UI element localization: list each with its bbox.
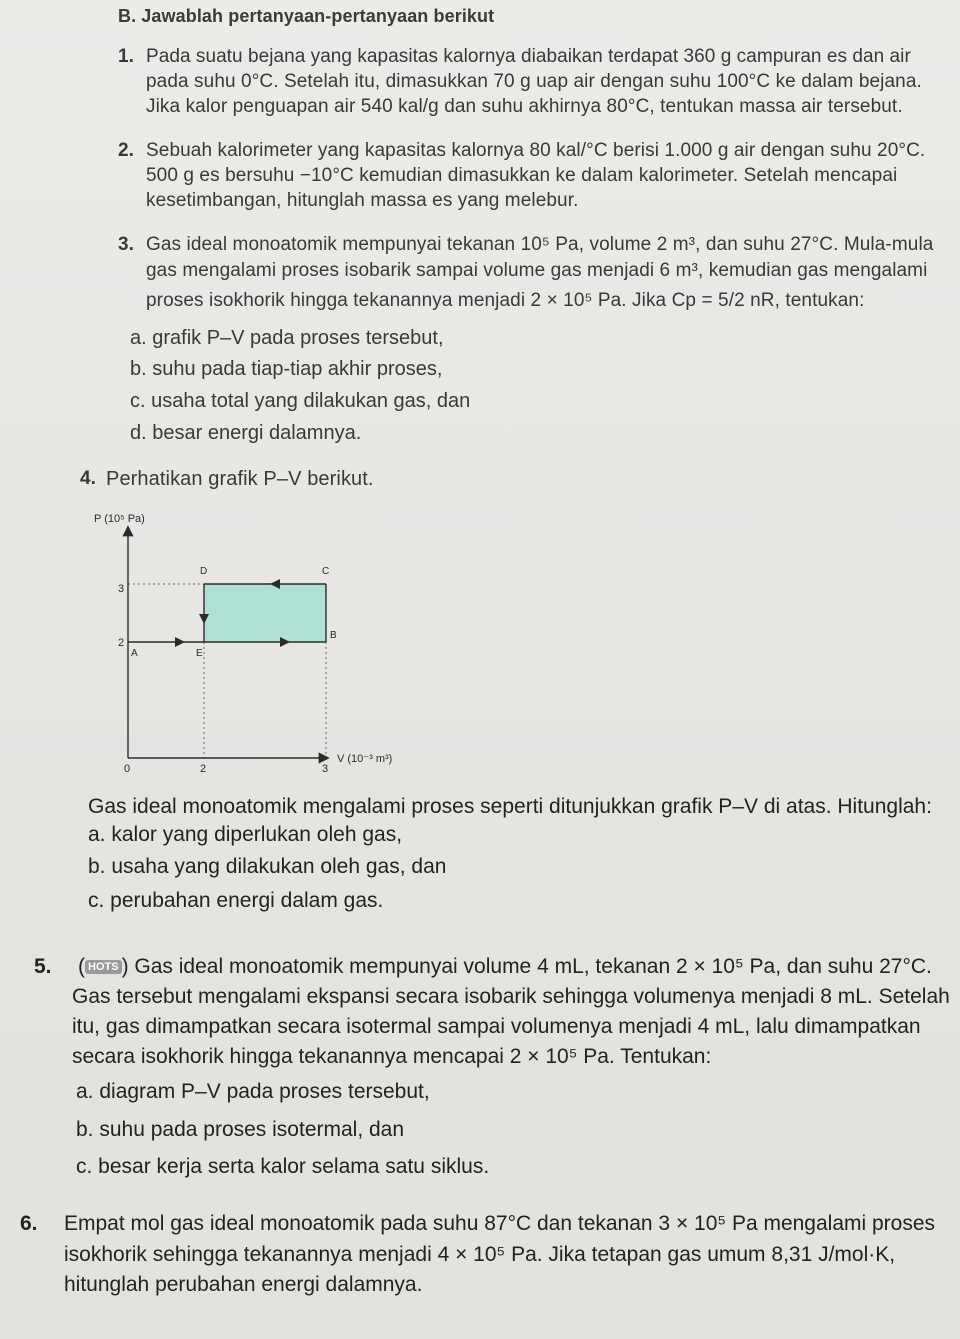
q1-line-2: pada suhu 0°C. Setelah itu, dimasukkan 70 g uap air dengan suhu 100°C ke dalam bejana. [146, 71, 922, 92]
q3-item-d: d. besar energi dalamnya. [130, 422, 362, 444]
q3-item-a: a. grafik P–V pada proses tersebut, [130, 327, 444, 349]
y-tick-2: 2 [118, 637, 125, 649]
q6-number: 6. [20, 1212, 38, 1235]
q5-line-1: ( HOTS ) Gas ideal monoatomik mempunyai volume 4 mL, tekanan 2 × 10⁵ Pa, dan suhu 27°C. [78, 955, 932, 978]
q4-question: Gas ideal monoatomik mengalami proses seperti ditunjukkan grafik P–V di atas. Hitunglah: [88, 795, 932, 818]
q3-item-c: c. usaha total yang dilakukan gas, dan [130, 390, 471, 412]
q4-item-b: b. usaha yang dilakukan oleh gas, dan [88, 855, 447, 878]
x-tick-2: 2 [200, 763, 207, 775]
q3-line-3: proses isokhorik hingga tekanannya menjadi 2 × 10⁵ Pa. Jika Cp = 5/2 nR, tentukan: [146, 290, 865, 311]
q1-line-3: Jika kalor penguapan air 540 kal/g dan suhu akhirnya 80°C, tentukan massa air tersebut. [146, 96, 903, 117]
y-tick-3: 3 [118, 583, 125, 595]
q5-number: 5. [34, 955, 52, 978]
arrow-a-e-right [175, 637, 185, 647]
x-tick-0: 0 [124, 763, 131, 775]
section-title: B. Jawablah pertanyaan-pertanyaan berikut [118, 6, 495, 26]
y-axis-label: P (10⁵ Pa) [94, 513, 145, 525]
q2-line-2: 500 g es bersuhu −10°C kemudian dimasukkan ke dalam kalorimeter. Setelah mencapai [146, 165, 898, 186]
q5-line-2: Gas tersebut mengalami ekspansi secara isobarik sehingga volumenya menjadi 8 mL. Setelah [72, 985, 950, 1008]
q4-intro: Perhatikan grafik P–V berikut. [106, 468, 374, 490]
q3-number: 3. [118, 234, 135, 255]
q4-number: 4. [80, 468, 97, 489]
q5-line-4: secara isokhorik hingga tekanannya mencapai 2 × 10⁵ Pa. Tentukan: [72, 1045, 712, 1068]
q4-item-c: c. perubahan energi dalam gas. [88, 889, 384, 912]
q3-line-1: Gas ideal monoatomik mempunyai tekanan 10⁵ Pa, volume 2 m³, dan suhu 27°C. Mula-mula [146, 234, 934, 255]
shaded-cycle-area [204, 584, 326, 642]
q6-line-3: hitunglah perubahan energi dalamnya. [64, 1273, 423, 1296]
x-tick-3: 3 [322, 763, 329, 775]
point-label-e: E [196, 648, 203, 659]
pv-graph [80, 500, 500, 780]
x-axis-label: V (10⁻³ m³) [337, 753, 393, 765]
q6-line-2: isokhorik sehingga tekanannya menjadi 4 × 10⁵ Pa. Jika tetapan gas umum 8,31 J/mol·K, [64, 1243, 896, 1266]
q5-item-b: b. suhu pada proses isotermal, dan [76, 1118, 405, 1141]
q5-item-a: a. diagram P–V pada proses tersebut, [76, 1080, 430, 1103]
hots-badge: HOTS [85, 960, 122, 974]
q1-line-1: Pada suatu bejana yang kapasitas kalornya diabaikan terdapat 360 g campuran es dan air [146, 46, 911, 67]
q2-number: 2. [118, 140, 135, 161]
q5-line-3: itu, gas dimampatkan secara isotermal sampai volumenya menjadi 4 mL, lalu dimampatkan [72, 1015, 921, 1038]
q6-line-1: Empat mol gas ideal monoatomik pada suhu 87°C dan tekanan 3 × 10⁵ Pa mengalami proses [64, 1212, 936, 1235]
q3-item-b: b. suhu pada tiap-tiap akhir proses, [130, 358, 443, 380]
point-label-c: C [322, 566, 330, 577]
q3-line-2: gas mengalami proses isobarik sampai volume gas menjadi 6 m³, kemudian gas mengalami [146, 260, 928, 281]
q5-item-c: c. besar kerja serta kalor selama satu siklus. [76, 1155, 490, 1178]
point-label-b: B [330, 630, 337, 641]
q2-line-3: kesetimbangan, hitunglah massa es yang melebur. [146, 190, 579, 211]
q4-item-a: a. kalor yang diperlukan oleh gas, [88, 823, 403, 846]
point-label-a: A [131, 648, 138, 659]
q5-line-1-text: Gas ideal monoatomik mempunyai volume 4 mL, tekanan 2 × 10⁵ Pa, dan suhu 27°C. [134, 955, 932, 978]
q2-line-1: Sebuah kalorimeter yang kapasitas kalornya 80 kal/°C berisi 1.000 g air dengan suhu 20°C. [146, 140, 926, 161]
point-label-d: D [200, 566, 208, 577]
q1-number: 1. [118, 46, 135, 67]
